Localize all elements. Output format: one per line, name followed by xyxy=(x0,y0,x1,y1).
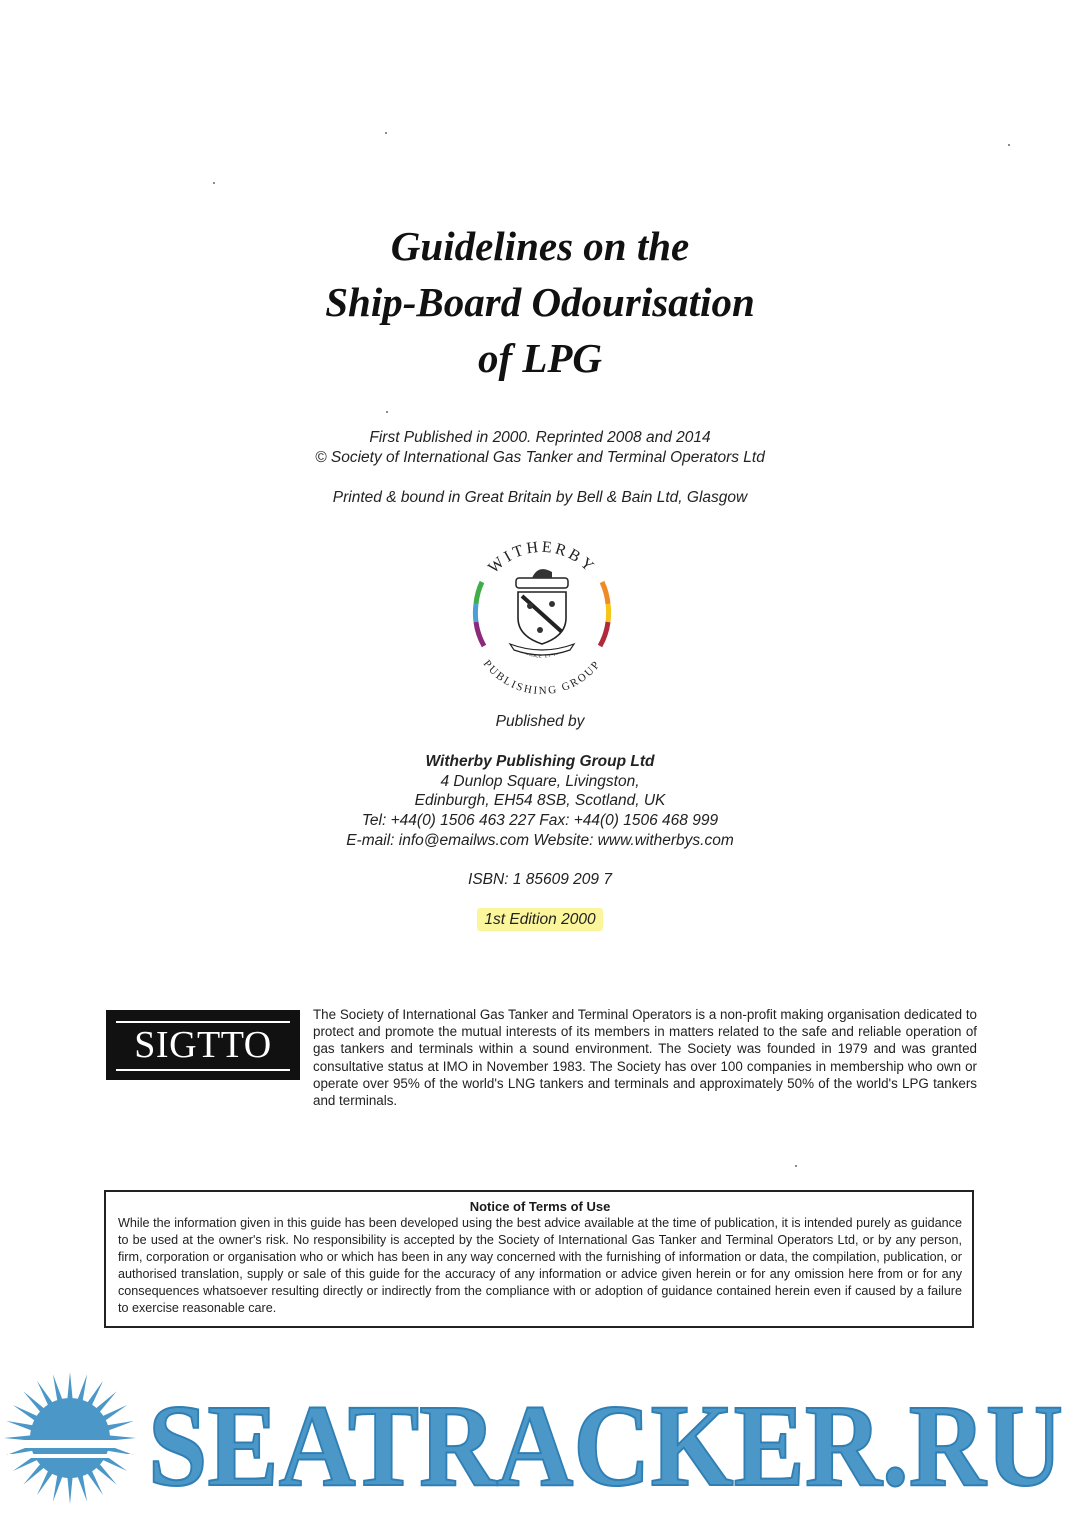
sun-ray xyxy=(53,1374,63,1402)
sun-ray xyxy=(4,1435,32,1440)
sun-ray xyxy=(106,1421,134,1431)
scan-speck xyxy=(795,1165,797,1167)
sun-ray xyxy=(53,1474,63,1502)
title-line-2: Ship-Board Odourisation xyxy=(325,279,755,325)
sun-ray xyxy=(67,1476,72,1504)
seatracker-watermark xyxy=(0,1360,1080,1510)
document-title xyxy=(240,218,840,386)
sun-ray xyxy=(77,1374,87,1402)
sun-ray xyxy=(13,1405,39,1421)
terms-of-use-notice xyxy=(104,1190,974,1328)
sun-ray xyxy=(87,1381,103,1407)
sun-ray xyxy=(37,1469,53,1495)
notice-body: While the information given in this guide has been developed using the best advice available at the time of publication, it is intended purely as guidance to be used at the owner's risk. No responsibility is accepted by the Society of International Gas Tanker and Terminal Operators Ltd, or by any person, firm, corporation or organisation who or which has been in any way concerned with the furnishing of information or data, the compilation, publication, or authorised translation, supply or sale of this guide for the accuracy of any information or advice given herein or for any omission here from or for any consequences whatsoever resulting directly or indirectly from the compliance with or adoption of guidance contained herein even if caused by a failure to exercise reasonable care. xyxy=(118,1216,962,1315)
isbn: ISBN: 1 85609 209 7 xyxy=(468,870,612,888)
edition-highlight: 1st Edition 2000 xyxy=(477,908,602,932)
witherby-logo xyxy=(452,522,632,702)
copyright-text: © Society of International Gas Tanker and Terminal Operators Ltd xyxy=(315,449,765,466)
scan-speck xyxy=(386,411,388,413)
logo-bottom-text: PUBLISHING GROUP xyxy=(480,657,604,698)
publisher-contact: E-mail: info@emailws.com Website: www.witherbys.com xyxy=(346,831,734,849)
published-by-label: Published by xyxy=(495,713,585,730)
notice-title: Notice of Terms of Use xyxy=(469,1199,611,1214)
publisher-address-2: Edinburgh, EH54 8SB, Scotland, UK xyxy=(414,792,666,810)
sigtto-logo xyxy=(106,1010,300,1080)
sun-ray xyxy=(6,1421,34,1431)
sun-ray xyxy=(37,1381,53,1407)
printer-info: Printed & bound in Great Britain by Bell & Bain Ltd, Glasgow xyxy=(332,489,748,506)
logo-top-text: WITHERBY xyxy=(485,538,599,577)
sigtto-description: The Society of International Gas Tanker and Terminal Operators is a non-profit making organisation dedicated to protect and promote the mutual interests of its members in matters related to the safe and reliable operation of gas tankers and terminals within a sound environment. The Society was founded in 1979 and was granted consultative status at IMO in November 1983. The Society has over 100 companies in membership who own or operate over 95% of the world's LNG tankers and terminals and approximately 50% of the world's LPG tankers and terminals. xyxy=(313,1007,977,1109)
sun-ray xyxy=(108,1435,136,1440)
publisher-phone: Tel: +44(0) 1506 463 227 Fax: +44(0) 1506 468 999 xyxy=(361,812,719,830)
publisher-name: Witherby Publishing Group Ltd xyxy=(425,752,655,770)
first-published-text: First Published in 2000. Reprinted 2008 and 2014 xyxy=(369,429,711,446)
scan-speck xyxy=(1008,144,1010,146)
title-line-1: Guidelines on the xyxy=(390,223,690,269)
sun-ray xyxy=(87,1469,103,1495)
title-line-3: of LPG xyxy=(477,335,603,381)
sun-icon xyxy=(4,1372,136,1504)
scan-speck xyxy=(213,182,215,184)
sun-ray xyxy=(101,1405,127,1421)
scan-speck xyxy=(385,132,387,134)
sun-ray xyxy=(67,1372,72,1400)
coat-of-arms-icon xyxy=(510,569,574,655)
publisher-block xyxy=(240,712,840,931)
sun-ray xyxy=(77,1474,87,1502)
sigtto-logo-text: SIGTTO xyxy=(134,1024,272,1066)
publisher-address-1: 4 Dunlop Square, Livingston, xyxy=(440,772,640,790)
watermark-text: SEATRACKER.RU xyxy=(148,1380,1063,1510)
publication-history xyxy=(240,428,840,468)
